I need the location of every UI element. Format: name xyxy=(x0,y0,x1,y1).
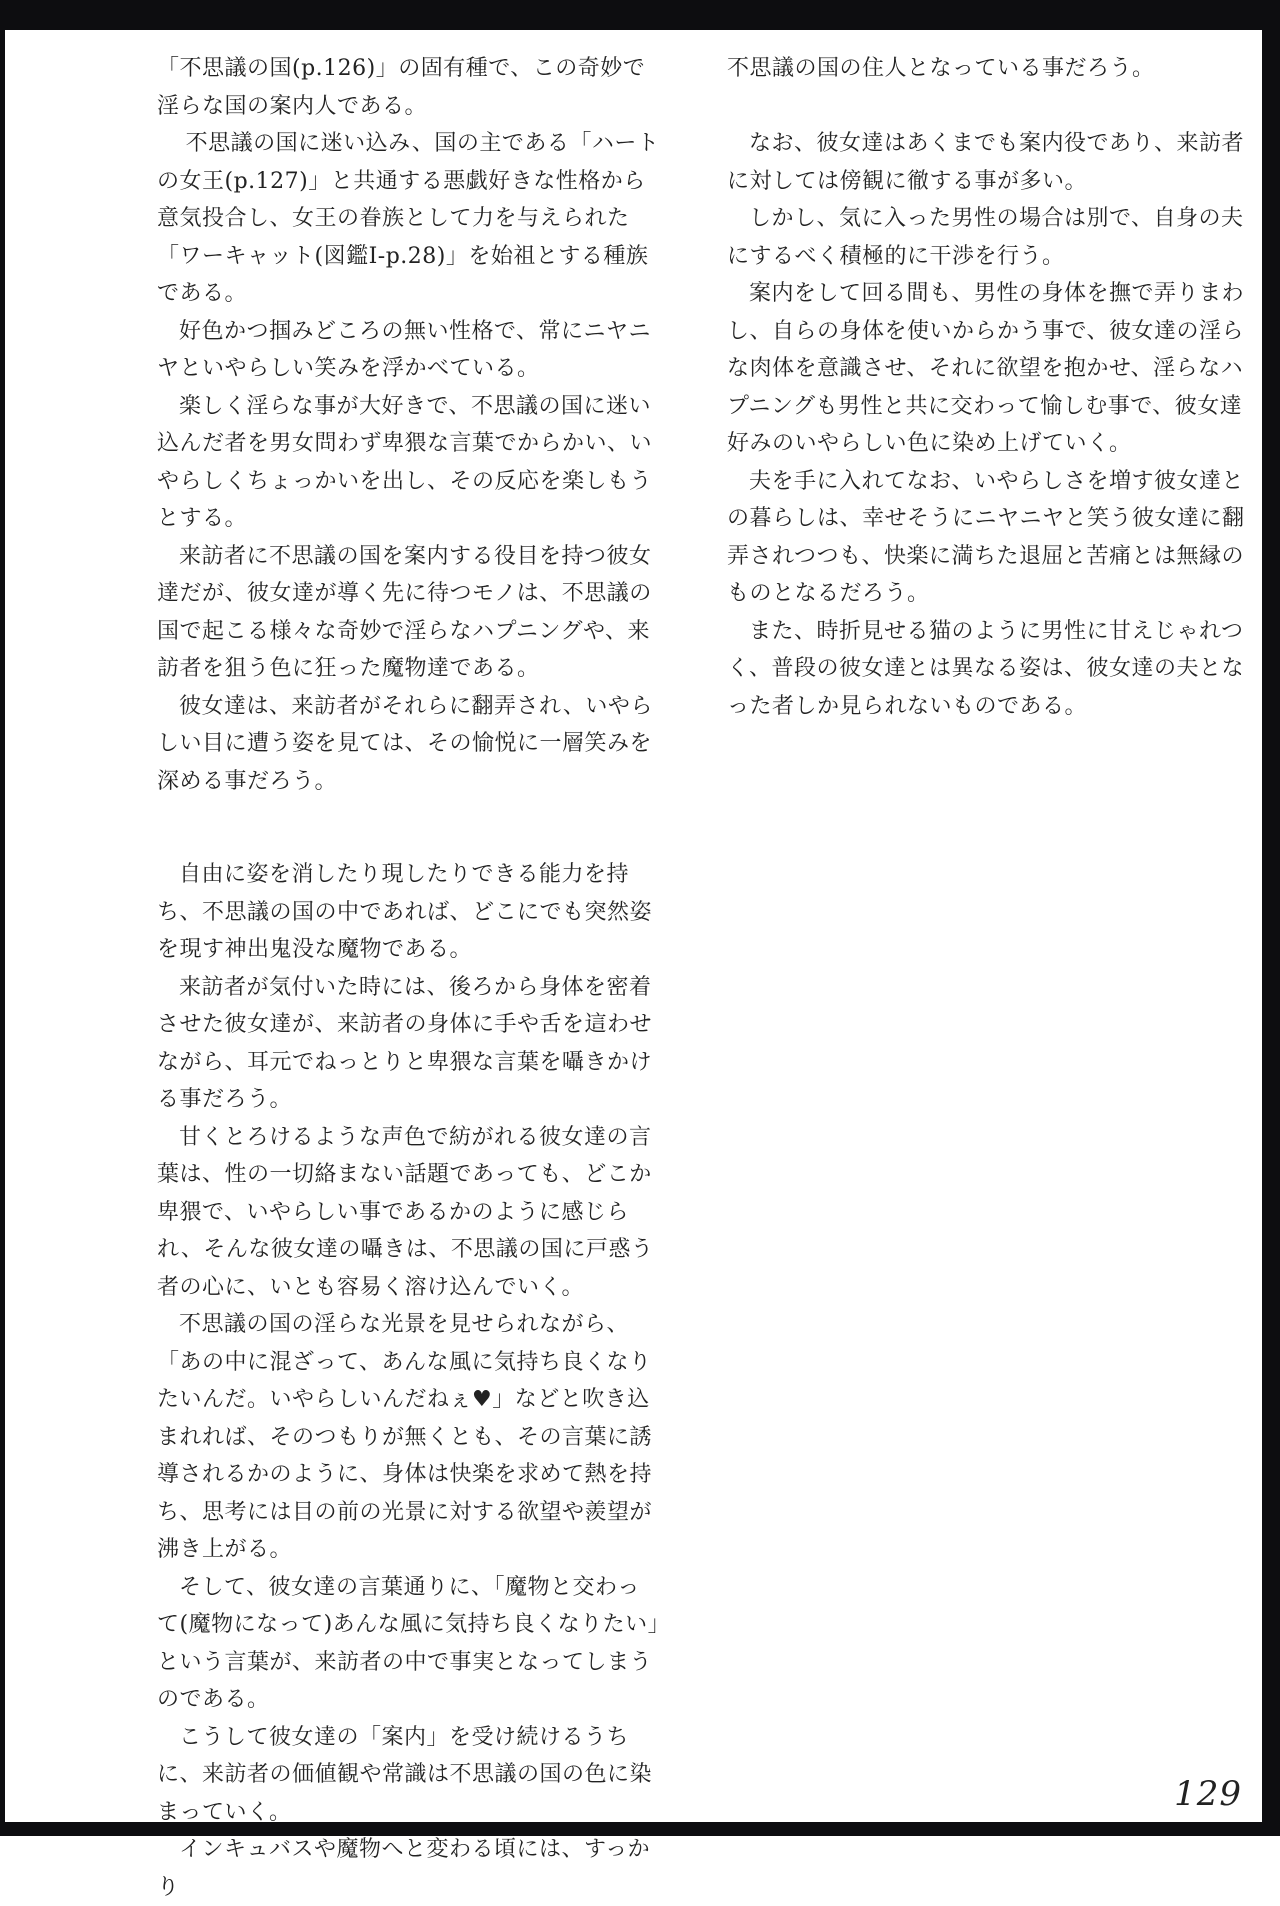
paragraph: 案内をして回る間も、男性の身体を撫で弄りまわし、自らの身体を使いからかう事で、彼女達の淫らな肉体を意識させ、それに欲望を抱かせ、淫らなハプニングも男性と共に交わって愉しむ事で、彼女達好みのいやらしい色に染め上げていく。 xyxy=(727,281,1245,456)
paragraph: なお、彼女達はあくまでも案内役であり、来訪者に対しては傍観に徹する事が多い。 xyxy=(727,131,1245,194)
left-text-column xyxy=(157,50,662,1906)
paragraph: 夫を手に入れてなお、いやらしさを増す彼女達との暮らしは、幸せそうにニヤニヤと笑う彼女達に翻弄されつつも、快楽に満ちた退屈と苦痛とは無縁のものとなるだろう。 xyxy=(727,468,1245,606)
paragraph: 自由に姿を消したり現したりできる能力を持ち、不思議の国の中であれば、どこにでも突然姿を現す神出鬼没な魔物である。 xyxy=(157,862,653,962)
section-gap xyxy=(157,800,662,856)
paragraph: そして、彼女達の言葉通りに、「魔物と交わって(魔物になって)あんな風に気持ち良くなりたい」という言葉が、来訪者の中で事実となってしまうのである。 xyxy=(157,1574,660,1712)
paragraph: 好色かつ掴みどころの無い性格で、常にニヤニヤといやらしい笑みを浮かべている。 xyxy=(157,318,652,381)
page-frame-right xyxy=(1262,0,1280,1836)
paragraph: 来訪者が気付いた時には、後ろから身体を密着させた彼女達が、来訪者の身体に手や舌を這わせながら、耳元でねっとりと卑猥な言葉を囁きかける事だろう。 xyxy=(157,974,653,1112)
paragraph-continuation: 不思議の国の住人となっている事だろう。 xyxy=(727,56,1155,81)
paragraph: また、時折見せる猫のように男性に甘えじゃれつく、普段の彼女達とは異なる姿は、彼女達の夫となった者しか見られないものである。 xyxy=(727,618,1245,719)
paragraph: こうして彼女達の「案内」を受け続けるうちに、来訪者の価値観や常識は不思議の国の色に染まっていく。 xyxy=(157,1724,653,1825)
page-number: 129 xyxy=(1174,1774,1242,1814)
paragraph: 甘くとろけるような声色で紡がれる彼女達の言葉は、性の一切絡まない話題であっても、どこか卑猥で、いやらしい事であるかのように感じられ、そんな彼女達の囁きは、不思議の国に戸惑う者の心に、いとも容易く溶け込んでいく。 xyxy=(157,1124,654,1300)
paragraph: 不思議の国に迷い込み、国の主である「ハートの女王(p.127)」と共通する悪戯好きな性格から意気投合し、女王の眷族として力を与えられた「ワーキャット(図鑑Ⅰ-p.28)」を始祖とする種族である。 xyxy=(157,131,660,306)
right-text-column xyxy=(727,50,1247,725)
paragraph: しかし、気に入った男性の場合は別で、自身の夫にするべく積極的に干渉を行う。 xyxy=(727,206,1244,269)
paragraph: 彼女達は、来訪者がそれらに翻弄され、いやらしい目に遭う姿を見ては、その愉悦に一層笑みを深める事だろう。 xyxy=(157,693,653,794)
paragraph: 不思議の国の淫らな光景を見せられながら、「あの中に混ざって、あんな風に気持ち良くなりたいんだ。いやらしいんだねぇ♥」などと吹き込まれれば、そのつもりが無くとも、その言葉に誘導されるかのように、身体は快楽を求めて熱を持ち、思考には目の前の光景に対する欲望や羨望が沸き上がる。 xyxy=(157,1312,653,1562)
section-gap xyxy=(727,88,1247,126)
paragraph: 「不思議の国(p.126)」の固有種で、この奇妙で淫らな国の案内人である。 xyxy=(157,56,646,119)
paragraph: インキュバスや魔物へと変わる頃には、すっかり xyxy=(157,1837,651,1900)
paragraph: 来訪者に不思議の国を案内する役目を持つ彼女達だが、彼女達が導く先に待つモノは、不思議の国で起こる様々な奇妙で淫らなハプニングや、来訪者を狙う色に狂った魔物達である。 xyxy=(157,543,652,681)
page-frame-top xyxy=(0,0,1280,30)
paragraph: 楽しく淫らな事が大好きで、不思議の国に迷い込んだ者を男女問わず卑猥な言葉でからかい、いやらしくちょっかいを出し、その反応を楽しもうとする。 xyxy=(157,393,653,531)
page-frame-left xyxy=(0,0,5,1836)
